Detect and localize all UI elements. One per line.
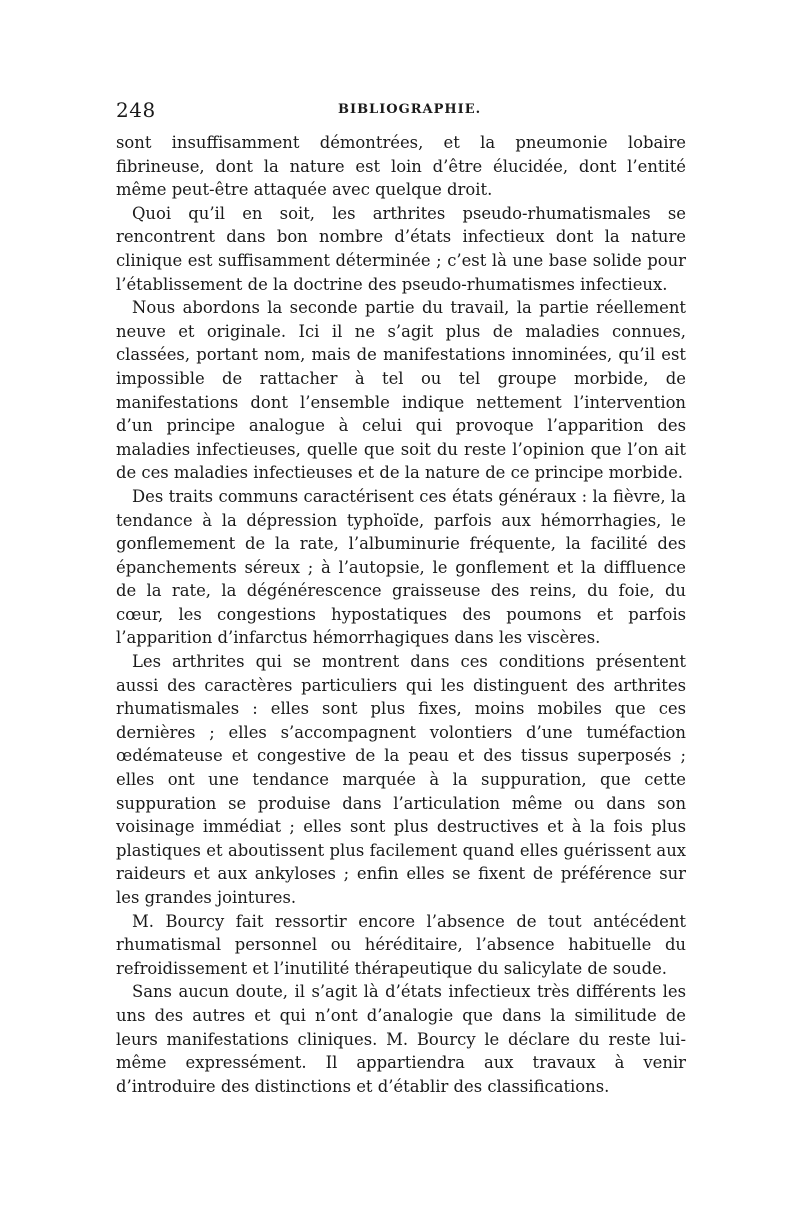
page-number: 248	[116, 98, 156, 122]
paragraph: Les arthrites qui se montrent dans ces conditions présentent aussi des caractères particuliers qui les distinguent des arthrites rhumatismales : elles sont plus fixes, moins mobiles que ces dernières ; elles s’accompagnent volontiers d’une tuméfaction œdémateuse et congestive de la peau et des tissus superposés ; elles ont une tendance marquée à la suppuration, que cette suppuration se produise dans l’articulation même ou dans son voisinage immédiat ; elles sont plus destructives et à la fois plus plastiques et aboutissent plus facilement quand elles guérissent aux raideurs et aux ankyloses ; enfin elles se fixent de préférence sur les grandes jointures.	[116, 652, 686, 907]
running-head: BIBLIOGRAPHIE.	[338, 102, 482, 117]
paragraph: Quoi qu’il en soit, les arthrites pseudo-rhumatismales se rencontrent dans bon nombre d’états infectieux dont la nature clinique est suffisamment déterminée ; c’est là une base solide pour l’établissement de la doctrine des pseudo-rhumatismes infectieux.	[116, 203, 686, 294]
paragraph-continued: sont insuffisamment démontrées, et la pneumonie lobaire fibrineuse, dont la nature est loin d’être élucidée, dont l’entité même peut-être attaquée avec quelque droit.	[116, 133, 686, 200]
paragraph: Des traits communs caractérisent ces états généraux : la fièvre, la tendance à la dépression typhoïde, parfois aux hémorrhagies, le gonflemement de la rate, l’albuminurie fréquente, la facilité des épanchements séreux ; à l’autopsie, le gonflement et la diffluence de la rate, la dégénérescence graisseuse des reins, du foie, du cœur, les congestions hypostatiques des poumons et parfois l’apparition d’infarctus hémorrhagiques dans les viscères.	[116, 486, 686, 648]
paragraph: M. Bourcy fait ressortir encore l’absence de tout antécédent rhumatismal personnel ou héréditaire, l’absence habituelle du refroidissement et l’inutilité thérapeutique du salicylate de soude.	[116, 911, 686, 978]
paragraph: Sans aucun doute, il s’agit là d’états infectieux très différents les uns des autres et qui n’ont d’analogie que dans la similitude de leurs manifestations cliniques. M. Bourcy le déclare du reste lui-même expressément. Il appartiendra aux travaux à venir d’introduire des distinctions et d’établir des classifications.	[116, 982, 686, 1096]
paragraph: Nous abordons la seconde partie du travail, la partie réellement neuve et originale. Ici il ne s’agit plus de maladies connues, classées, portant nom, mais de manifestations innominées, qu’il est impossible de rattacher à tel ou tel groupe morbide, de manifestations dont l’ensemble indique nettement l’intervention d’un principe analogue à celui qui provoque l’apparition des maladies infectieuses, quelle que soit du reste l’opinion que l’on ait de ces maladies infectieuses et de la nature de ce principe morbide.	[116, 298, 686, 483]
page-header	[116, 98, 686, 124]
body-text	[116, 131, 686, 1098]
